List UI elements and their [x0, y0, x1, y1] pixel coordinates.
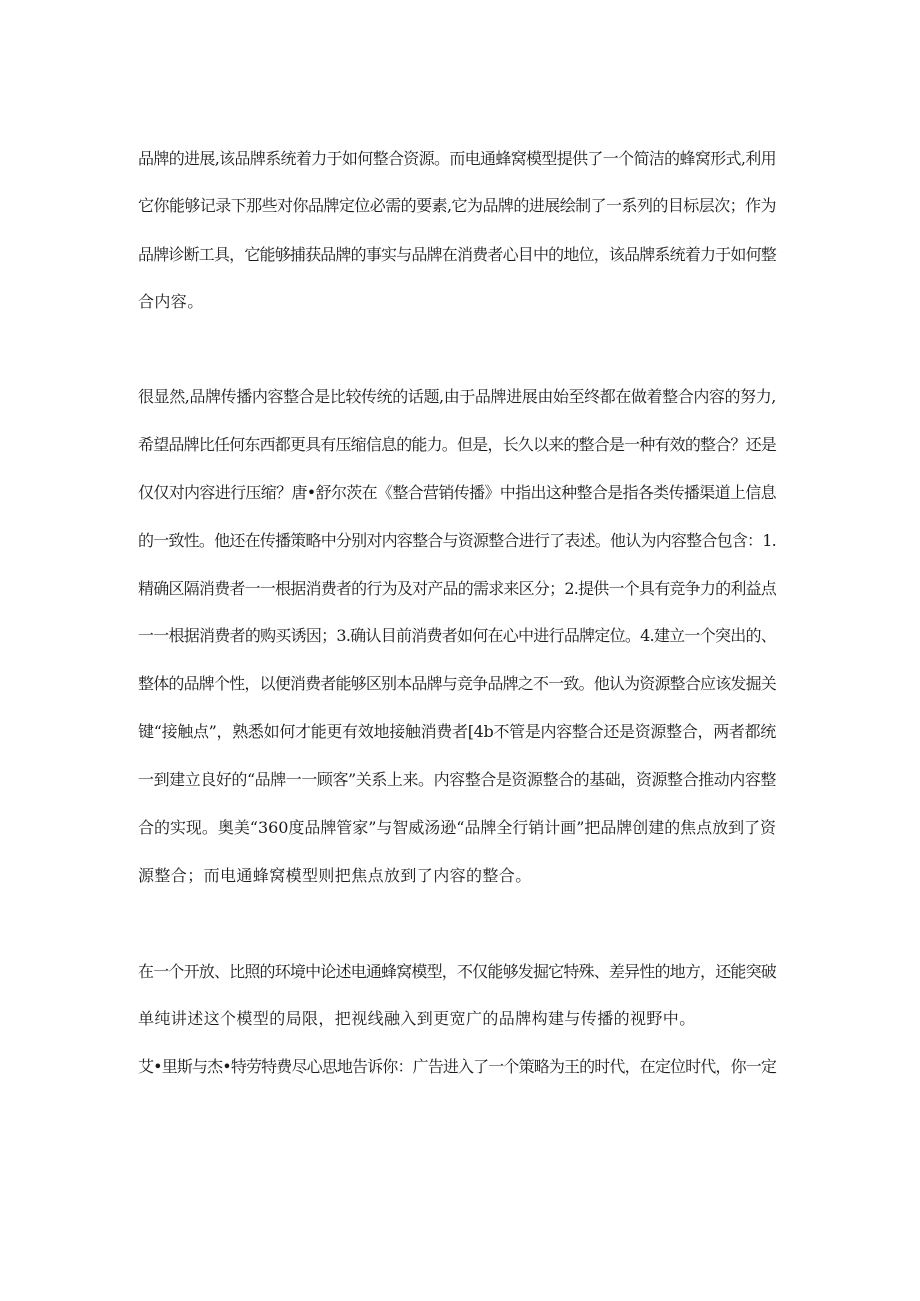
text-line: 它你能够记录下那些对你品牌定位必需的要素,它为品牌的进展绘制了一系列的目标层次；作为 — [138, 196, 776, 215]
text-line: 一到建立良好的“品牌一一顾客”关系上来。内容整合是资源整合的基础，资源整合推动内容整 — [138, 770, 776, 789]
text-line: 艾•里斯与杰•特劳特费尽心思地告诉你：广告进入了一个策略为王的时代，在定位时代，你一定 — [138, 1057, 776, 1076]
text-line: 在一个开放、比照的环境中论述电通蜂窝模型，不仅能够发掘它特殊、差异性的地方，还能突破 — [138, 962, 776, 981]
text-line: 品牌的进展,该品牌系统着力于如何整合资源。而电通蜂窝模型提供了一个简洁的蜂窝形式,利用 — [138, 149, 776, 168]
text-line: 合内容。 — [138, 292, 204, 311]
text-line: 的一致性。他还在传播策略中分别对内容整合与资源整合进行了表述。他认为内容整合包含：1. — [138, 531, 776, 550]
text-line: 单纯讲述这个模型的局限，把视线融入到更宽广的品牌构建与传播的视野中。 — [138, 1009, 696, 1028]
text-line: 源整合；而电通蜂窝模型则把焦点放到了内容的整合。 — [138, 866, 532, 885]
text-line: 很显然,品牌传播内容整合是比较传统的话题,由于品牌进展由始至终都在做着整合内容的努力, — [138, 387, 776, 406]
text-line: 希望品牌比任何东西都更具有压缩信息的能力。但是，长久以来的整合是一种有效的整合？还是 — [138, 435, 776, 454]
text-line: 一一根据消费者的购买诱因；3.确认目前消费者如何在心中进行品牌定位。4.建立一个突出的、 — [138, 626, 776, 645]
text-line: 键“接触点”，熟悉如何才能更有效地接触消费者[4b不管是内容整合还是资源整合，两者都统 — [138, 722, 776, 741]
text-line: 合的实现。奥美“360度品牌管家”与智威汤逊“品牌全行销计画”把品牌创建的焦点放到了资 — [138, 818, 776, 837]
text-line: 精确区隔消费者一一根据消费者的行为及对产品的需求来区分；2.提供一个具有竞争力的利益点 — [138, 579, 776, 598]
text-line: 仅仅对内容进行压缩？唐•舒尔茨在《整合营销传播》中指出这种整合是指各类传播渠道上信息 — [138, 483, 776, 502]
text-line: 整体的品牌个性，以便消费者能够区别本品牌与竞争品牌之不一致。他认为资源整合应该发掘关 — [138, 674, 776, 693]
text-line: 品牌诊断工具，它能够捕获品牌的事实与品牌在消费者心目中的地位，该品牌系统着力于如何整 — [138, 245, 776, 264]
